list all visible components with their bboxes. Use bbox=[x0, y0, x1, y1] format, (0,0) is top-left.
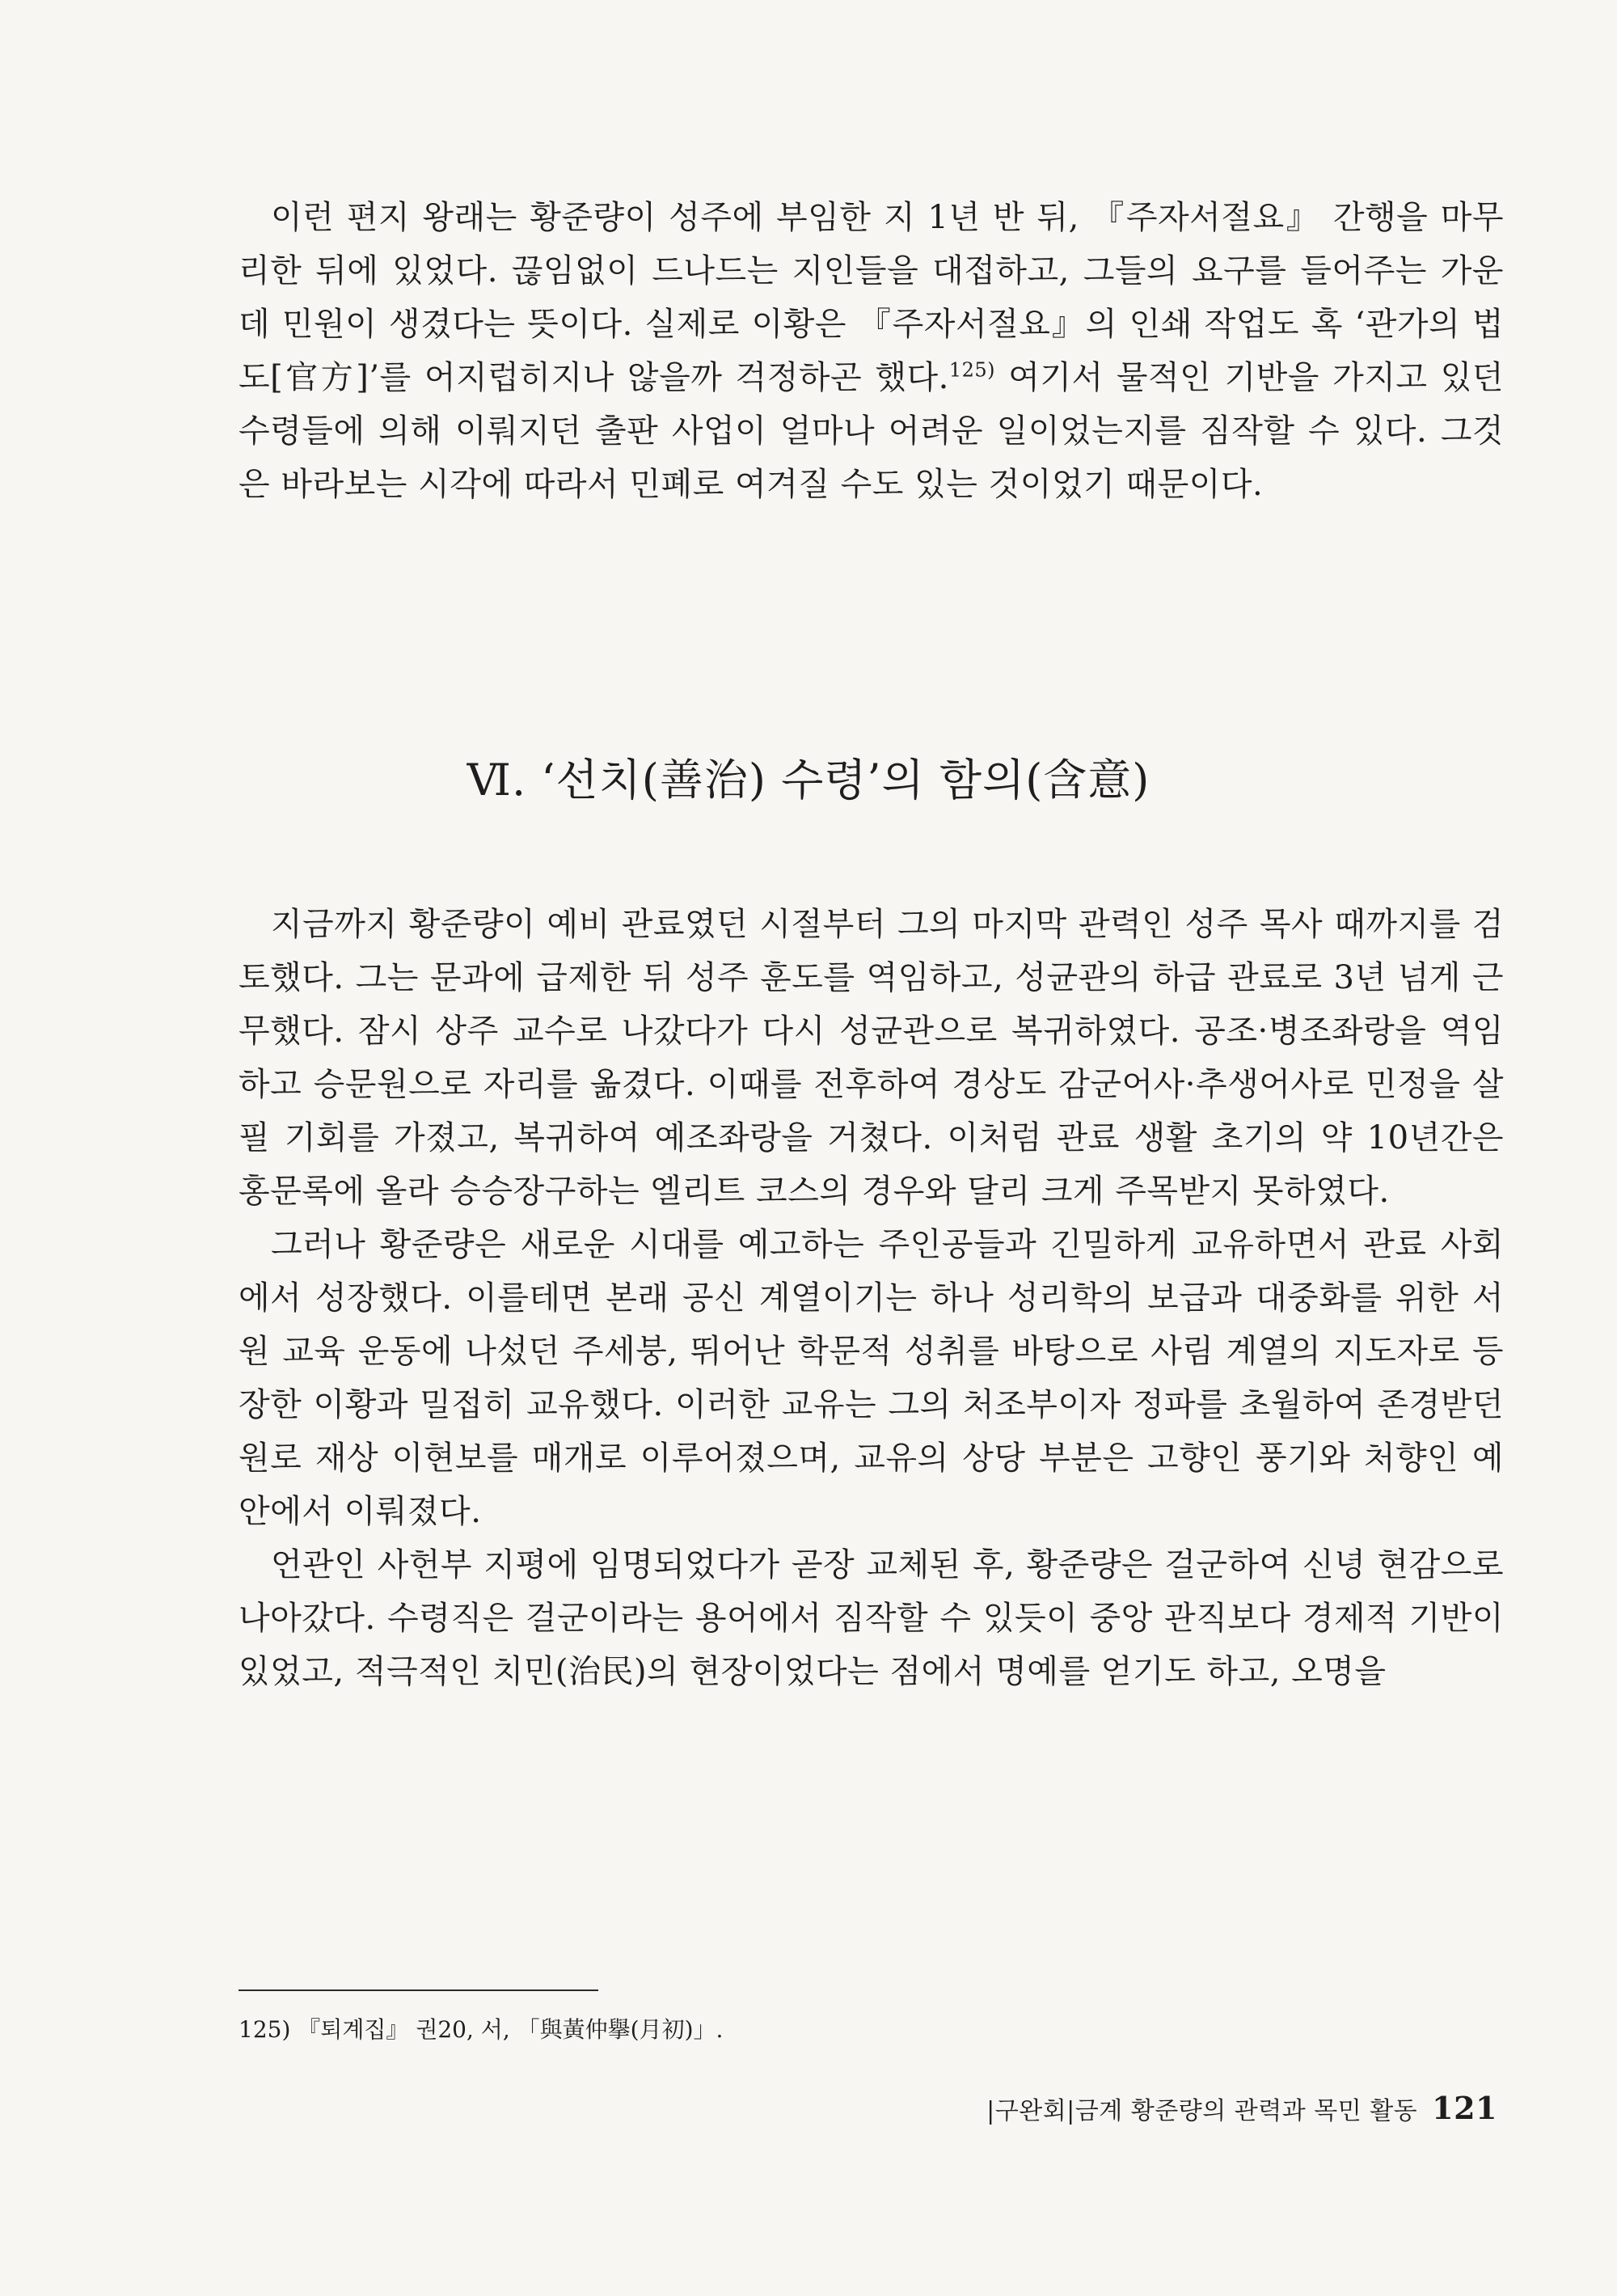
body-paragraph: 언관인 사헌부 지평에 임명되었다가 곧장 교체된 후, 황준량은 걸군하여 신녕 현감으로 나아갔다. 수령직은 걸군이라는 용어에서 짐작할 수 있듯이 중앙 관직보다 경제적 기반이 있었고, 적극적인 치민(治民)의 현장이었다는 점에서 명예를 얻기도 하고, 오명을 bbox=[239, 1546, 1504, 1690]
footnote: 125) 『퇴계집』 권20, 서, 「與黃仲擧(月初)」. bbox=[239, 2016, 724, 2043]
section-heading: Ⅵ. ‘선치(善治) 수령’의 함의(含意) bbox=[467, 755, 1150, 806]
intro-text-after-note: 여기서 물적인 기반을 가지고 있던 수령들에 의해 이뤄지던 출판 사업이 얼마나 어려운 일이었는지를 짐작할 수 있다. 그것은 바라보는 시각에 따라서 민폐로 여겨질 수도 있는 것이었기 때문이다. bbox=[239, 359, 1504, 503]
footnote-reference: 125) bbox=[948, 358, 995, 382]
body-paragraph: 지금까지 황준량이 예비 관료였던 시절부터 그의 마지막 관력인 성주 목사 때까지를 검토했다. 그는 문과에 급제한 뒤 성주 훈도를 역임하고, 성균관의 하급 관료로 3년 넘게 근무했다. 잠시 상주 교수로 나갔다가 다시 성균관으로 복귀하였다. 공조·병조좌랑을 역임하고 승문원으로 자리를 옮겼다. 이때를 전후하여 경상도 감군어사·추생어사로 민정을 살필 기회를 가졌고, 복귀하여 예조좌랑을 거쳤다. 이처럼 관료 생활 초기의 약 10년간은 홍문록에 올라 승승장구하는 엘리트 코스의 경우와 달리 크게 주목받지 못하였다. bbox=[239, 906, 1504, 1210]
body-paragraph: 그러나 황준량은 새로운 시대를 예고하는 주인공들과 긴밀하게 교유하면서 관료 사회에서 성장했다. 이를테면 본래 공신 계열이기는 하나 성리학의 보급과 대중화를 위한 서원 교육 운동에 나섰던 주세붕, 뛰어난 학문적 성취를 바탕으로 사림 계열의 지도자로 등장한 이황과 밀접히 교유했다. 이러한 교유는 그의 처조부이자 정파를 초월하여 존경받던 원로 재상 이현보를 매개로 이루어졌으며, 교유의 상당 부분은 고향인 풍기와 처향인 예안에서 이뤄졌다. bbox=[239, 1226, 1504, 1530]
running-footer bbox=[986, 2091, 1497, 2129]
page-number: 121 bbox=[1432, 2090, 1497, 2126]
running-title: |구완회|금계 황준량의 관력과 목민 활동 bbox=[986, 2097, 1418, 2125]
intro-text-before-note: 이런 편지 왕래는 황준량이 성주에 부임한 지 1년 반 뒤, 『주자서절요』 간행을 마무리한 뒤에 있었다. 끊임없이 드나드는 지인들을 대접하고, 그들의 요구를 들어주는 가운데 민원이 생겼다는 뜻이다. 실제로 이황은 『주자서절요』의 인쇄 작업도 혹 ‘관가의 법도[官方]’를 어지럽히지나 않을까 걱정하곤 했다. bbox=[239, 199, 1504, 396]
body-text-block bbox=[239, 898, 1504, 1698]
footnote-divider bbox=[239, 1989, 598, 1991]
intro-text-block bbox=[239, 191, 1504, 511]
intro-paragraph bbox=[239, 191, 1504, 511]
